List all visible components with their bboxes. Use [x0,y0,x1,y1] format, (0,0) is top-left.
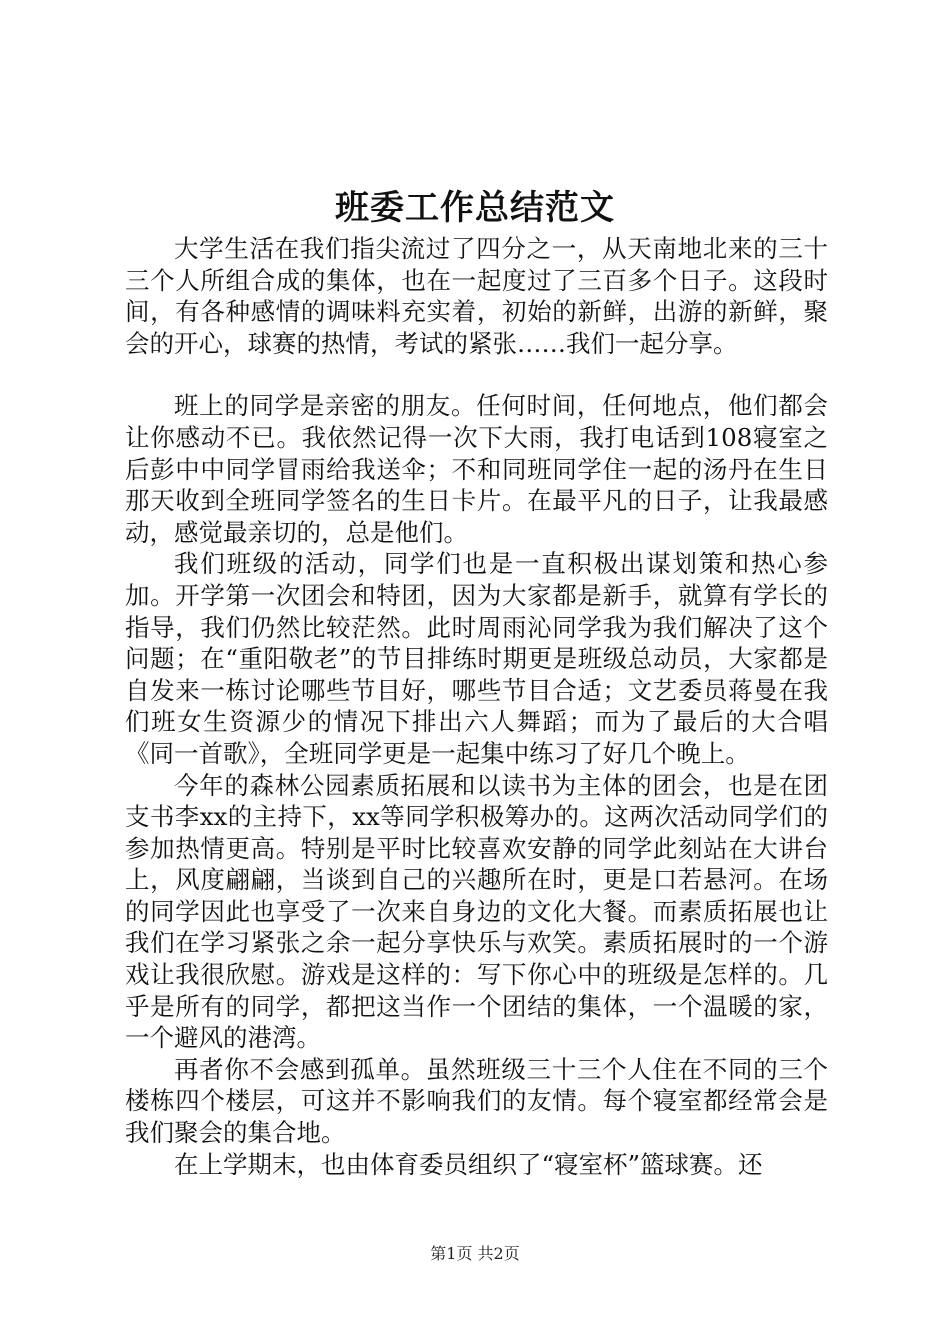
paragraph-intro: 大学生活在我们指尖流过了四分之一，从天南地北来的三十三个人所组合成的集体，也在一起度过了三百多个日子。这段时间，有各种感情的调味料充实着，初始的新鲜，出游的新鲜，聚会的开心，球赛的热情，考试的紧张……我们一起分享。 [125,234,828,358]
paragraph-basketball: 在上学期末，也由体育委员组织了“寝室杯”篮球赛。还 [174,1149,763,1179]
page-footer: 第1页 共2页 [430,1244,520,1263]
paragraph-outreach: 今年的森林公园素质拓展和以读书为主体的团会，也是在团支书李xx的主持下，xx等同学积极筹办的。这两次活动同学们的参加热情更高。特别是平时比较喜欢安静的同学此刻站在大讲台上，风度翩翩，当谈到自己的兴趣所在时，更是口若悬河。在场的同学因此也享受了一次来自身边的文化大餐。而素质拓展也让我们在学习紧张之余一起分享快乐与欢笑。素质拓展时的一个游戏让我很欣慰。游戏是这样的：写下你心中的班级是怎样的。几乎是所有的同学，都把这当作一个团结的集体，一个温暖的家，一个避风的港湾。 [125,770,828,1053]
document-title: 班委工作总结范文 [335,188,615,228]
paragraph-classmates: 班上的同学是亲密的朋友。任何时间，任何地点，他们都会让你感动不已。我依然记得一次下大雨，我打电话到108寝室之后彭中中同学冒雨给我送伞；不和同班同学住一起的汤丹在生日那天收到全班同学签名的生日卡片。在最平凡的日子，让我最感动，感觉最亲切的，总是他们。 [125,391,828,547]
paragraph-activities: 我们班级的活动，同学们也是一直积极出谋划策和热心参加。开学第一次团会和特团，因为大家都是新手，就算有学长的指导，我们仍然比较茫然。此时周雨沁同学我为我们解决了这个问题；在“重阳敬老”的节目排练时期更是班级总动员，大家都是自发来一栋讨论哪些节目好，哪些节目合适；文艺委员蒋曼在我们班女生资源少的情况下排出六人舞蹈；而为了最后的大合唱《同一首歌》，全班同学更是一起集中练习了好几个晚上。 [125,549,828,768]
paragraph-dorms: 再者你不会感到孤单。虽然班级三十三个人住在不同的三个楼栋四个楼层，可这并不影响我们的友情。每个寝室都经常会是我们聚会的集合地。 [125,1054,828,1148]
document-body [125,233,828,1180]
